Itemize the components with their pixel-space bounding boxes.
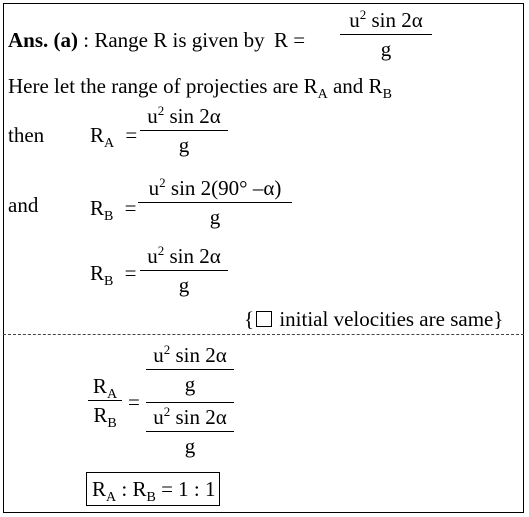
fraction-bar <box>340 34 432 35</box>
projectile-ranges-line: Here let the range of projecties are $R_A$ and $R_B$ <box>8 74 392 102</box>
ratio-lhs: $R_A$ $R_B$ <box>88 376 122 426</box>
answer-label: Ans. (a) <box>8 28 79 52</box>
rb-lhs-simplified: $R_B$ = <box>90 261 137 289</box>
result-ratio: $R_A$ : $R_B = 1$ : 1 <box>92 477 216 505</box>
rb-formula-complement: $u^2$ sin 2(90° –α) g <box>138 178 292 228</box>
rb-formula-simplified: $u^2$ sin 2α g <box>140 246 228 296</box>
rb-lhs: $R_B$ = <box>90 196 137 224</box>
answer-statement: Range R is given by <box>94 28 265 52</box>
answer-colon: : <box>83 28 90 52</box>
range-formula-numerator: $u^2$ sin 2α <box>349 7 423 32</box>
ra-lhs: $R_A$ = <box>90 123 138 151</box>
ratio-equals: = <box>128 390 140 414</box>
range-formula-denominator: g <box>380 37 392 61</box>
then-word: then <box>8 123 45 147</box>
section-divider <box>3 334 524 335</box>
range-formula <box>340 7 432 61</box>
answer-line <box>8 30 305 51</box>
ratio-main-bar <box>146 402 234 403</box>
range-lhs: R = <box>273 28 306 52</box>
and-word: and <box>8 193 39 217</box>
ratio-lower-fraction: $u^2$ sin 2α g <box>146 407 234 457</box>
ra-formula: $u^2$ sin 2α g <box>140 106 228 156</box>
because-symbol-icon <box>256 311 272 327</box>
ratio-upper-fraction: $u^2$ sin 2α g <box>146 345 234 395</box>
velocities-note: { initial velocities are same} <box>244 307 504 331</box>
